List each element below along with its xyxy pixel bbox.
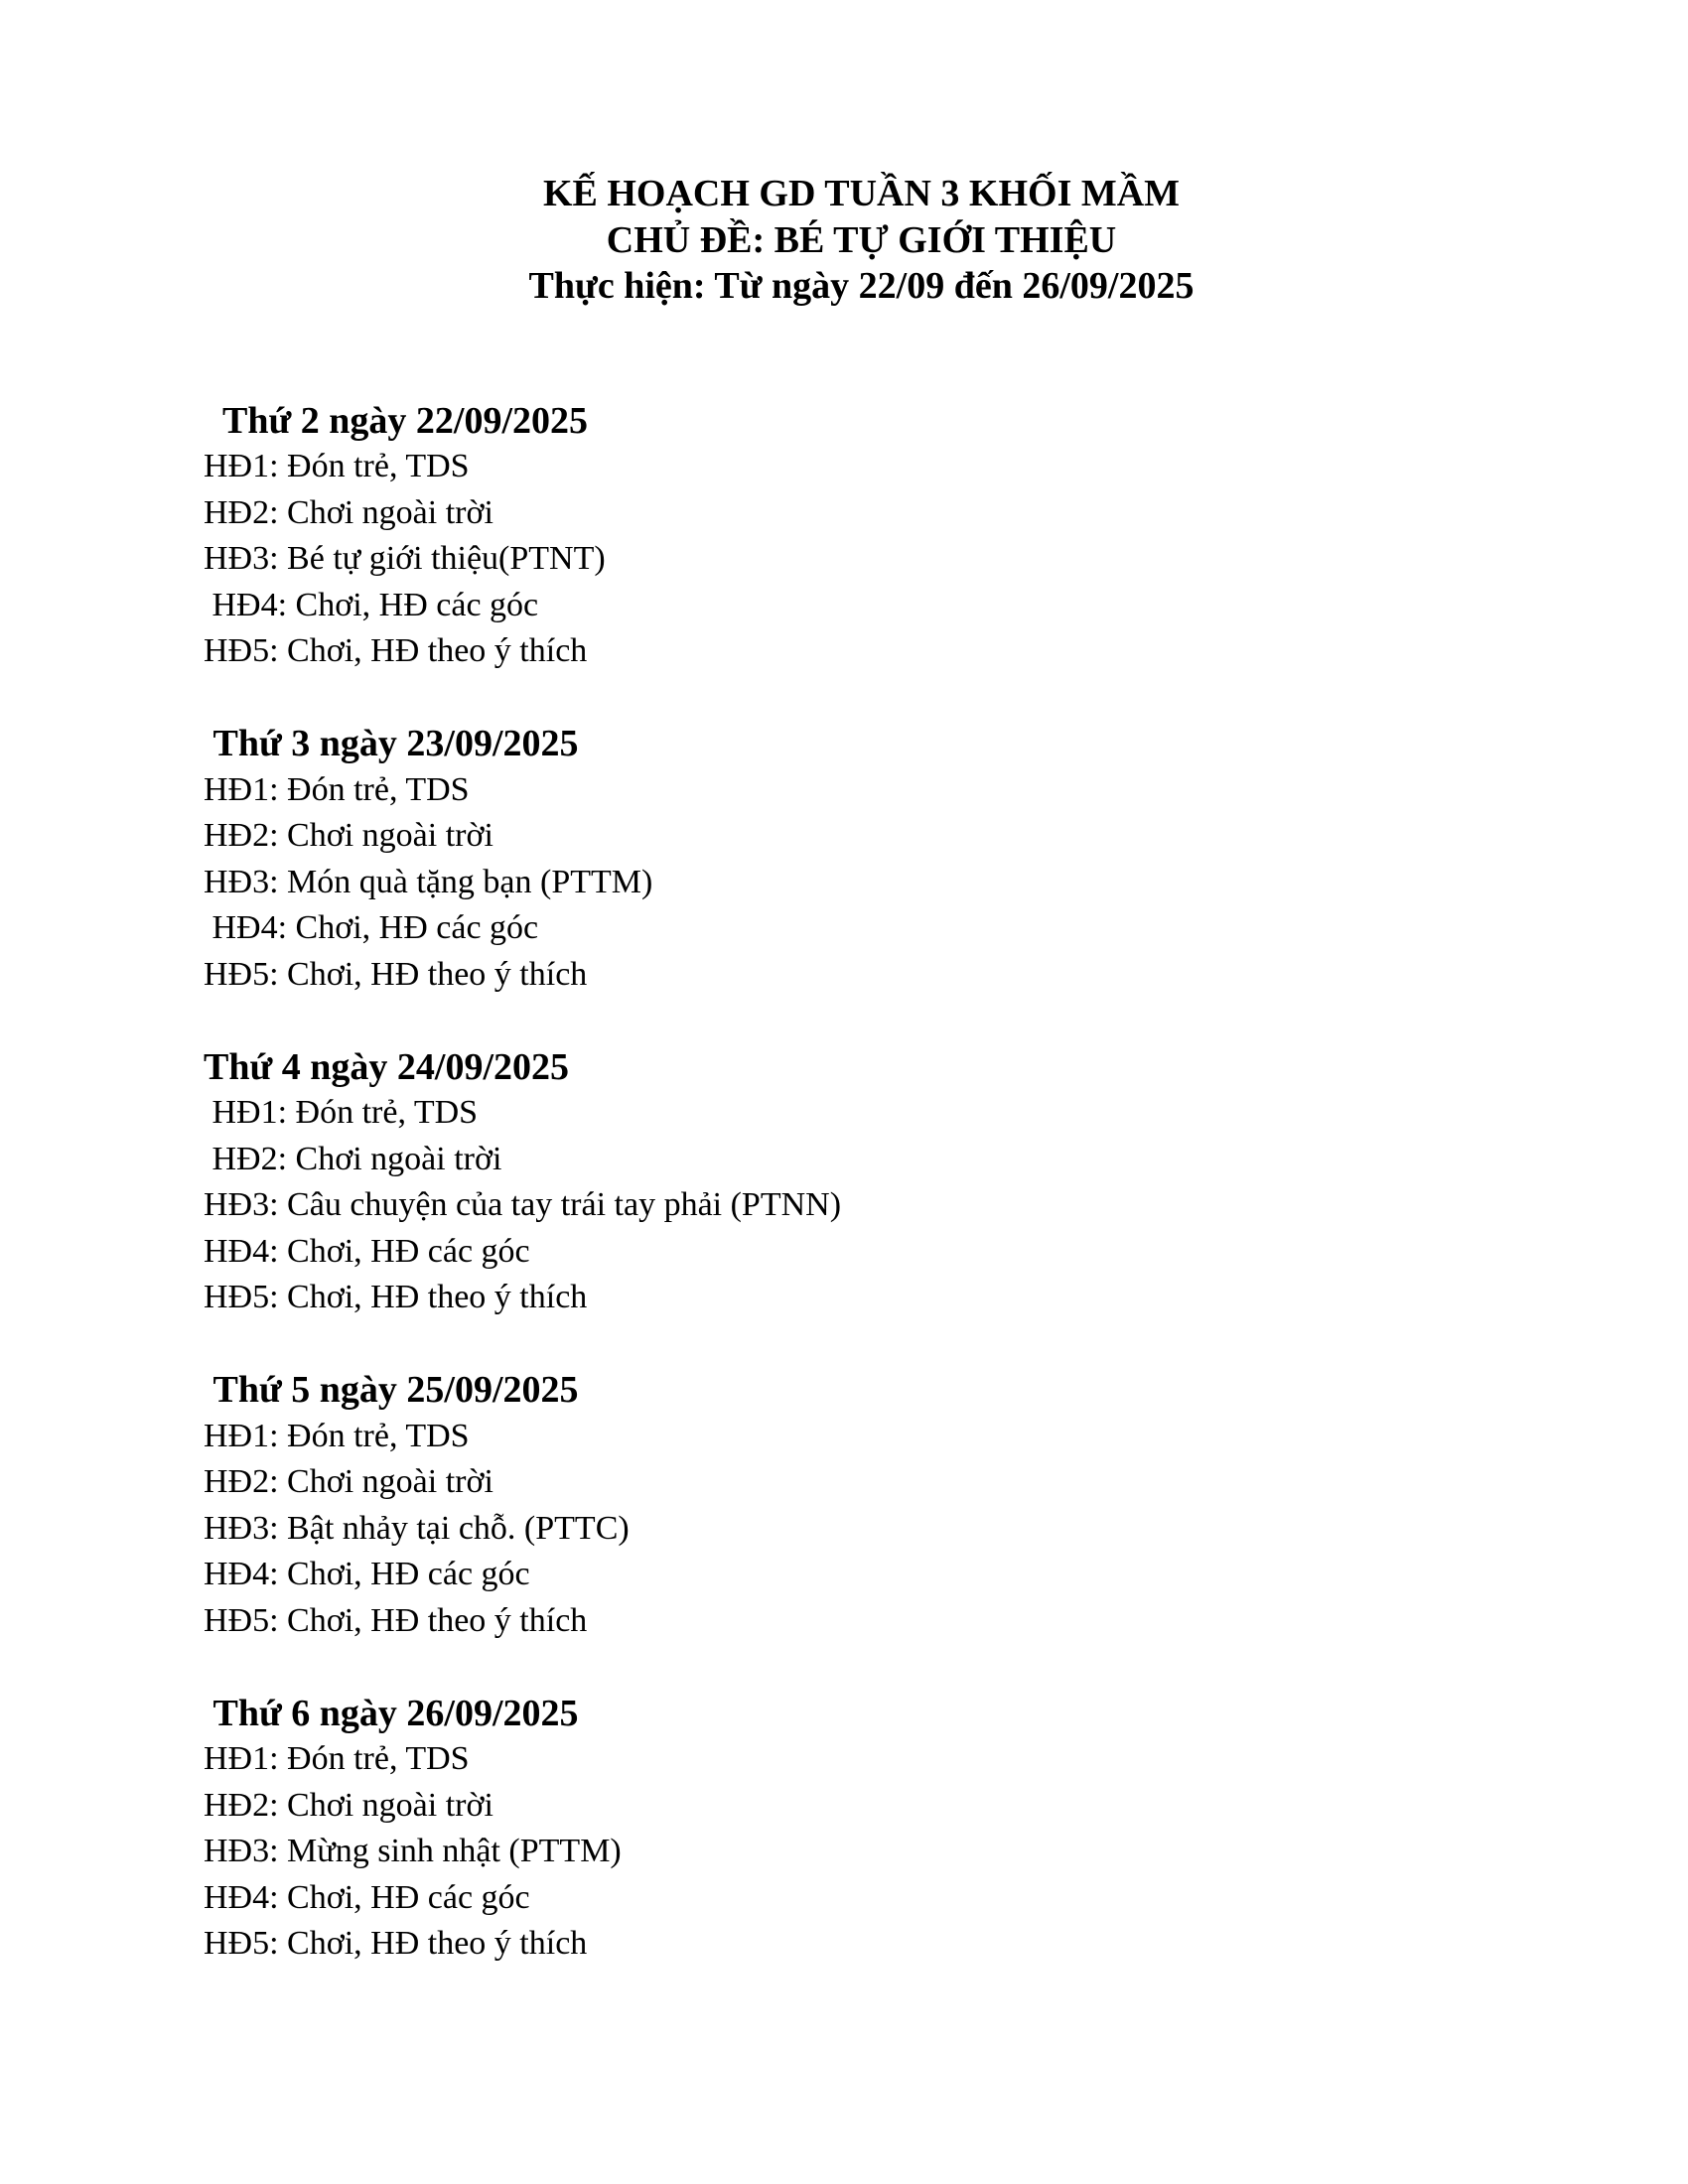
activity-line: HĐ1: Đón trẻ, TDS	[204, 1417, 470, 1454]
activity-line: HĐ4: Chơi, HĐ các góc	[204, 1878, 530, 1916]
activity-line: HĐ2: Chơi ngoài trời	[204, 1463, 493, 1500]
activity-line: HĐ4: Chơi, HĐ các góc	[204, 586, 539, 623]
activity-line: HĐ2: Chơi ngoài trời	[204, 1140, 502, 1177]
activity-line: HĐ4: Chơi, HĐ các góc	[204, 1556, 530, 1592]
day-header: Thứ 4 ngày 24/09/2025	[204, 1045, 570, 1088]
activity-line: HĐ5: Chơi, HĐ theo ý thích	[204, 632, 588, 669]
activity-line: HĐ2: Chơi ngoài trời	[204, 817, 493, 854]
activity-line: HĐ3: Bật nhảy tại chỗ. (PTTC)	[204, 1509, 630, 1547]
activity-line: HĐ4: Chơi, HĐ các góc	[204, 1232, 530, 1270]
activity-line: HĐ2: Chơi ngoài trời	[204, 1786, 493, 1824]
activity-line: HĐ2: Chơi ngoài trời	[204, 493, 493, 531]
activity-line: HĐ3: Mừng sinh nhật (PTTM)	[204, 1833, 622, 1869]
day-header: Thứ 6 ngày 26/09/2025	[204, 1692, 579, 1734]
day-block-monday	[204, 398, 1569, 675]
activity-line: HĐ5: Chơi, HĐ theo ý thích	[204, 1601, 588, 1639]
document-title-line-1: KẾ HOẠCH GD TUẦN 3 KHỐI MẦM	[542, 173, 1181, 214]
activity-line: HĐ5: Chơi, HĐ theo ý thích	[204, 955, 588, 993]
activity-line: HĐ4: Chơi, HĐ các góc	[204, 909, 539, 946]
day-block-thursday	[204, 1367, 1569, 1644]
day-header: Thứ 3 ngày 23/09/2025	[204, 723, 579, 764]
day-header: Thứ 2 ngày 22/09/2025	[204, 399, 589, 442]
activity-line: HĐ3: Câu chuyện của tay trái tay phải (PTNN)	[204, 1186, 842, 1223]
document-title-line-3: Thực hiện: Từ ngày 22/09 đến 26/09/2025	[528, 265, 1195, 307]
document-body	[0, 398, 1688, 1968]
activity-line: HĐ1: Đón trẻ, TDS	[204, 1740, 470, 1777]
day-header: Thứ 5 ngày 25/09/2025	[204, 1369, 579, 1411]
activity-line: HĐ1: Đón trẻ, TDS	[204, 448, 470, 484]
activity-line: HĐ5: Chơi, HĐ theo ý thích	[204, 1279, 588, 1315]
day-block-tuesday	[204, 721, 1569, 998]
day-block-friday	[204, 1691, 1569, 1968]
activity-line: HĐ1: Đón trẻ, TDS	[204, 770, 470, 808]
activity-line: HĐ3: Bé tự giới thiệu(PTNT)	[204, 540, 606, 577]
activity-line: HĐ3: Món quà tặng bạn (PTTM)	[204, 863, 653, 900]
day-block-wednesday	[204, 1044, 1569, 1321]
activity-line: HĐ5: Chơi, HĐ theo ý thích	[204, 1925, 588, 1962]
document-title-block	[0, 0, 1688, 310]
document-title-line-2: CHỦ ĐỀ: BÉ TỰ GIỚI THIỆU	[606, 218, 1117, 261]
activity-line: HĐ1: Đón trẻ, TDS	[204, 1094, 479, 1131]
